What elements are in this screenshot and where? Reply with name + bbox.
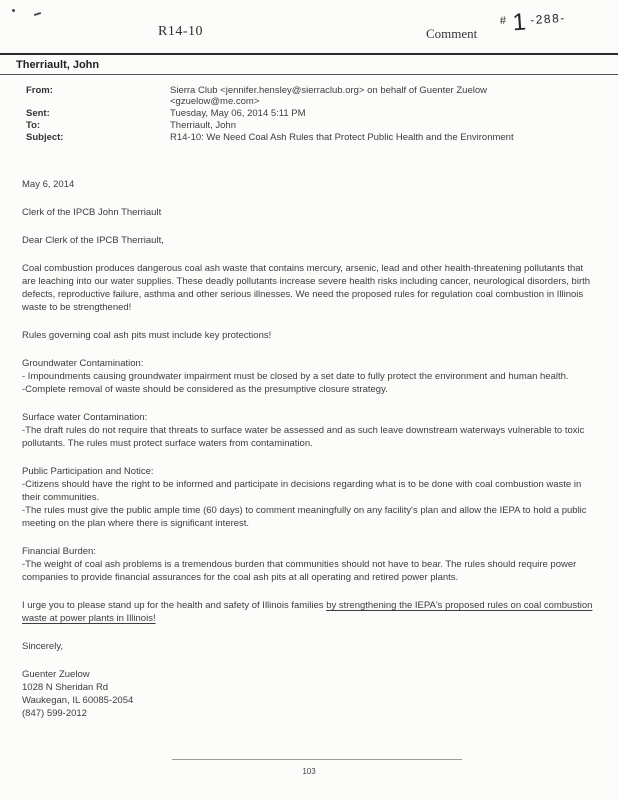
closing-text: I urge you to please stand up for the health and safety of Illinois families [22,600,327,611]
email-header-row-from [26,85,598,107]
letter-paragraph-intro: Coal combustion produces dangerous coal ash waste that contains mercury, arsenic, lead and other health-threatening pollutants that are leaching into our water supplies. These deadly pollutants increase severe health risks including cancer, neurological disorders, birth defects, reproductive failure, asthma and other serious illnesses. We need the proposed rules for regulation coal combustion in Illinois waste to be strengthened! [22,263,591,313]
letter-section-public-participation [22,465,596,530]
from-value-line2: <gzuelow@me.com> [170,96,260,107]
docket-number: R14-10 [158,24,203,39]
signoff: Sincerely, [22,641,64,652]
sent-value: Tuesday, May 06, 2014 5:11 PM [170,108,306,119]
section-heading: Public Participation and Notice: [22,466,154,477]
signature-address-line: Waukegan, IL 60085-2054 [22,695,134,706]
email-header [0,75,618,143]
signature-phone: (847) 599-2012 [22,708,87,719]
comment-label: Comment [426,26,478,41]
handwritten-suffix: -288- [529,10,567,28]
section-line: -Complete removal of waste should be considered as the presumptive closure strategy. [22,384,388,395]
signature-block [22,668,596,720]
section-line: - Impoundments causing groundwater impairment must be closed by a set date to fully protect the environment and human health. [22,371,569,382]
section-line: -The rules must give the public ample time (60 days) to comment meaningfully on any facility's plan and allow the IEPA to hold a public meeting on the plan where there is significant interest. [22,505,587,529]
from-value-line1: Sierra Club <jennifer.hensley@sierraclub.org> on behalf of Guenter Zuelow [170,85,487,96]
subject-label: Subject: [26,132,64,143]
email-header-row-sent [26,108,598,119]
letter-section-surface-water [22,411,596,450]
signature-address-line: 1028 N Sheridan Rd [22,682,109,693]
section-line: -The weight of coal ash problems is a tremendous burden that communities should not have to bear. The rules should require power companies to provide financial assurances for the coal ash pits at all operating and retired power plants. [22,559,577,583]
document-header [0,0,618,53]
letter-section-groundwater [22,357,596,396]
to-label: To: [26,120,41,131]
section-heading: Surface water Contamination: [22,412,148,423]
section-line: -Citizens should have the right to be informed and participate in decisions regarding what is to be done with coal combustion waste in their communities. [22,479,582,503]
letter-section-financial-burden [22,545,596,584]
email-header-row-to [26,120,598,131]
section-line: -The draft rules do not require that threats to surface water be assessed and as such leave downstream waterways vulnerable to toxic pollutants. The rules must protect surface waters from contamination. [22,425,585,449]
section-heading: Financial Burden: [22,546,96,557]
closing-text-underlined: by strengthening the IEPA's proposed rules on coal combustion waste at power plants in Illinois! [22,600,593,624]
handwritten-hash: # [499,14,507,28]
handwritten-number: 1 [511,8,527,37]
to-value: Therriault, John [170,120,237,131]
recipient-name: Therriault, John [16,59,100,71]
letter-paragraph-rules: Rules governing coal ash pits must include key protections! [22,330,272,341]
footer-divider [172,759,462,760]
page-number: 103 [302,767,316,776]
email-header-row-subject [26,132,598,143]
handwritten-comment-number [499,6,567,39]
subject-value: R14-10: We Need Coal Ash Rules that Protect Public Health and the Environment [170,132,514,143]
closing-paragraph [22,599,596,625]
letter-body [0,144,618,720]
signature-name: Guenter Zuelow [22,669,90,680]
letter-addressee: Clerk of the IPCB John Therriault [22,207,162,218]
from-label: From: [26,85,53,96]
from-value [170,85,598,107]
letter-salutation: Dear Clerk of the IPCB Therriault, [22,235,164,246]
section-heading: Groundwater Contamination: [22,358,144,369]
sent-label: Sent: [26,108,50,119]
letter-date: May 6, 2014 [22,179,75,190]
